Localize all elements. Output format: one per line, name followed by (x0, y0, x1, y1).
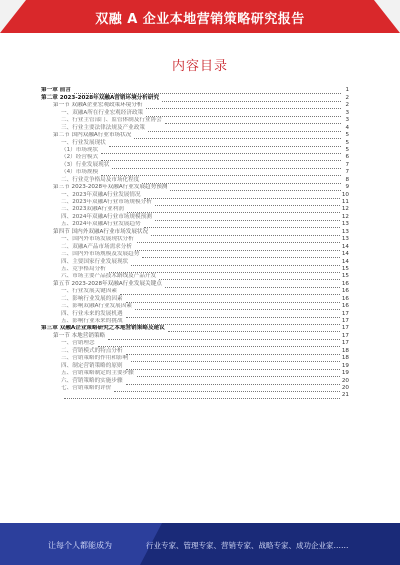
toc-leader-dots (98, 341, 340, 348)
toc-entry[interactable] (41, 280, 349, 287)
toc-entry-label: 二、行业主管部门、监管体制及行业协会 (61, 117, 162, 124)
toc-entry[interactable] (41, 303, 349, 310)
toc-entry[interactable] (41, 191, 349, 198)
toc-leader-dots (126, 311, 340, 318)
toc-leader-dots (109, 266, 340, 273)
toc-entry-page: 10 (341, 191, 349, 198)
toc-entry[interactable] (41, 117, 349, 124)
toc-leader-dots (144, 192, 340, 199)
toc-entry-page: 13 (341, 228, 349, 235)
toc-entry-label: 二、双融A产品市场需求分析 (61, 243, 132, 250)
toc-entry-page: 17 (341, 325, 349, 332)
toc-entry[interactable] (41, 392, 349, 399)
toc-entry-page: 9 (345, 184, 349, 191)
toc-leader-dots (137, 370, 340, 377)
toc-entry-label: 一、国内外市场发展现状分析 (61, 236, 134, 243)
toc-leader-dots (135, 304, 340, 311)
toc-entry-label: 三、营销策略的作用和影响 (61, 355, 129, 362)
toc-entry-page: 19 (341, 370, 349, 377)
toc-entry-page: 17 (341, 310, 349, 317)
toc-leader-dots (155, 199, 340, 206)
toc-leader-dots (126, 296, 340, 303)
toc-entry-label: （3）行业发展现状 (61, 161, 110, 168)
toc-entry[interactable] (41, 87, 349, 94)
toc-leader-dots (137, 237, 340, 244)
toc-entry-label: 二、影响行业发展的因素 (61, 295, 123, 302)
toc-entry-page: 5 (345, 139, 349, 146)
toc-leader-dots (165, 118, 341, 125)
toc-entry[interactable] (41, 288, 349, 295)
toc-entry-page: 4 (345, 124, 349, 131)
toc-entry-page: 12 (341, 206, 349, 213)
toc-entry[interactable] (41, 124, 349, 131)
toc-entry[interactable] (41, 385, 349, 392)
toc-leader-dots (127, 207, 340, 214)
toc-entry-page: 17 (341, 340, 349, 347)
toc-entry-page: 7 (345, 169, 349, 176)
toc-entry[interactable] (41, 139, 349, 146)
toc-entry-label: 第一节 双融A企业宏观政策环境分析 (53, 102, 143, 109)
toc-leader-dots (120, 289, 340, 296)
toc-entry-page: 6 (345, 154, 349, 161)
toc-entry-label: 第一节 本地营销策略 (53, 332, 106, 339)
toc-entry-label: 三、影响双融A行业发展因素 (61, 303, 132, 310)
toc-leader-dots (108, 333, 340, 340)
toc-entry[interactable] (41, 154, 349, 161)
toc-leader-dots (142, 177, 341, 184)
toc-entry[interactable] (41, 94, 349, 101)
toc-entry-page: 19 (341, 362, 349, 369)
toc-leader-dots (74, 88, 341, 95)
toc-entry-page: 8 (345, 176, 349, 183)
toc-entry-label: 二、行业竞争格局及市场化程度 (61, 176, 140, 183)
toc-entry-label: 二、2023年双融A行业市场规模分析 (61, 199, 152, 205)
toc-entry-label: 四、制定营销策略的原则 (61, 362, 123, 369)
toc-entry-page: 3 (345, 117, 349, 124)
toc-entry-label: 一、行业发展现状 (61, 139, 106, 146)
toc-heading: 内容目录 (171, 59, 228, 74)
toc-entry-label: 三、2023双融A行业利润 (61, 206, 124, 213)
toc-leader-dots (170, 185, 341, 192)
toc-entry-label: （4）市场规模 (61, 169, 99, 176)
toc-entry[interactable] (41, 258, 349, 265)
toc-entry-label: 五、营销策略制定的主要步骤 (61, 370, 134, 377)
toc-entry-page: 12 (341, 213, 349, 220)
toc-entry-label: 四、主要国家行业发展现状 (61, 258, 129, 265)
toc-entry[interactable] (41, 132, 349, 139)
footer-slogan-right: 行业专家、管理专家、营销专家、战略专家、成功企业家…… (146, 541, 349, 550)
toc-entry-page: 16 (341, 303, 349, 310)
toc-entry-page: 1 (345, 87, 349, 94)
toc-entry[interactable] (41, 362, 349, 369)
toc-entry-page: 21 (341, 392, 349, 399)
toc-entry-label: （2）经营模式 (61, 154, 99, 161)
toc-leader-dots (126, 318, 340, 325)
toc-entry[interactable] (41, 236, 349, 243)
header-banner (0, 0, 400, 33)
toc-entry-label: 第二章 2023-2028年双融A营销环境分析研究 (41, 94, 160, 101)
toc-entry-page: 18 (341, 355, 349, 362)
toc-entry[interactable] (41, 332, 349, 339)
toc-entry-page: 16 (341, 295, 349, 302)
toc-leader-dots (112, 162, 341, 169)
toc-entry[interactable] (41, 213, 349, 220)
toc-leader-dots (148, 125, 341, 132)
toc-leader-dots (101, 170, 341, 177)
toc-entry[interactable] (41, 199, 349, 206)
toc-leader-dots (146, 103, 341, 110)
toc-entry-page: 14 (341, 243, 349, 250)
toc-entry-label: 六、市场主要产品技术路线及产品开发 (61, 273, 157, 280)
toc-entry-label: 三、国内外市场规模及发展趋势 (61, 251, 140, 258)
toc-entry-page: 15 (341, 265, 349, 272)
toc-entry-page: 5 (345, 132, 349, 139)
toc-entry-page: 2 (345, 94, 349, 101)
toc-entry-label: 七、营销策略的评价 (61, 384, 112, 391)
toc-entry-label: 一、营销理念 (61, 340, 95, 347)
toc-leader-dots (142, 251, 340, 258)
toc-leader-dots (165, 281, 340, 288)
toc-entry-page: 17 (341, 332, 349, 339)
toc-entry-label: （1）市场现状 (61, 146, 99, 153)
toc-entry-label: 六、营销策略的实施步骤 (61, 377, 123, 384)
toc-entry-page: 13 (341, 221, 349, 228)
toc-entry[interactable] (41, 370, 349, 377)
toc-entry[interactable] (41, 325, 349, 332)
toc-leader-dots (135, 244, 340, 251)
toc-entry-label: 第四节 国内外双融A行业市场发展状况 (53, 228, 149, 235)
toc-entry-label: 第二节 国内双融A行业市场状况 (53, 132, 132, 139)
toc-entry[interactable] (41, 102, 349, 109)
toc-leader-dots (159, 274, 340, 281)
toc-entry-page: 17 (341, 318, 349, 324)
toc-entry[interactable] (41, 347, 349, 354)
toc-entry[interactable] (41, 221, 349, 228)
toc-entry[interactable] (41, 318, 349, 325)
table-of-contents (41, 87, 349, 399)
toc-entry[interactable] (41, 147, 349, 154)
toc-leader-dots (144, 222, 340, 229)
toc-entry-label: 第三节 2023-2028年双融A行业发展趋势预测 (53, 184, 168, 191)
toc-entry[interactable] (41, 355, 349, 362)
toc-leader-dots (146, 110, 341, 117)
toc-leader-dots (131, 259, 340, 266)
toc-entry-page: 3 (345, 109, 349, 116)
toc-entry[interactable] (41, 161, 349, 168)
toc-entry-label: 五、2024年双融A行业发展趋势 (61, 221, 141, 228)
toc-entry-label: 五、竞争格局分析 (61, 265, 106, 272)
toc-entry-page: 14 (341, 258, 349, 265)
toc-entry-label: 第五节 2023-2028年双融A行业发展关键点 (53, 280, 162, 287)
toc-leader-dots (101, 147, 341, 154)
toc-entry[interactable] (41, 295, 349, 302)
toc-entry-label: 三、行业主要法律法规及产业政策 (61, 124, 145, 131)
toc-leader-dots (151, 229, 340, 236)
toc-leader-dots (64, 393, 340, 400)
toc-entry-page: 20 (341, 384, 349, 391)
toc-entry[interactable] (41, 176, 349, 183)
toc-leader-dots (162, 95, 341, 102)
toc-leader-dots (134, 132, 341, 139)
toc-entry-page: 16 (341, 280, 349, 287)
toc-entry[interactable] (41, 251, 349, 258)
toc-entry-page: 7 (345, 161, 349, 168)
toc-entry-label: 一、行业发展关键因素 (61, 288, 117, 295)
toc-entry-label: 四、行业未来的发展机遇 (61, 310, 123, 317)
toc-entry-label: 一、双融A所在行业宏观经济政策 (61, 109, 144, 116)
report-title: 双融 A 企业本地营销策略研究报告 (95, 12, 305, 27)
toc-entry-label: 四、2024年双融A行业市场规模预测 (61, 213, 152, 220)
toc-entry-page: 5 (345, 146, 349, 153)
toc-entry[interactable] (41, 273, 349, 280)
toc-entry[interactable] (41, 243, 349, 250)
toc-entry-page: 20 (341, 377, 349, 384)
toc-entry[interactable] (41, 228, 349, 235)
toc-entry-label: 一、2023年双融A行业发展情况 (61, 191, 141, 198)
toc-entry[interactable] (41, 266, 349, 273)
toc-entry[interactable] (41, 169, 349, 176)
toc-leader-dots (101, 155, 341, 162)
toc-entry[interactable] (41, 340, 349, 347)
toc-leader-dots (109, 140, 341, 147)
toc-entry-label: 第三章 双融A企业策略研究之本地营销策略及建议 (41, 325, 165, 332)
toc-entry[interactable] (41, 206, 349, 213)
toc-entry[interactable] (41, 109, 349, 116)
toc-entry[interactable] (41, 184, 349, 191)
toc-entry[interactable] (41, 310, 349, 317)
toc-entry-page: 18 (341, 347, 349, 354)
toc-entry-label: 五、影响行业未来的挑战 (61, 318, 123, 324)
toc-entry-page: 11 (341, 199, 349, 205)
toc-leader-dots (126, 363, 340, 370)
toc-leader-dots (126, 348, 340, 355)
toc-entry-page: 2 (345, 102, 349, 109)
toc-entry-page: 13 (341, 236, 349, 243)
toc-leader-dots (126, 378, 340, 385)
toc-entry-label: 第一章 前言 (41, 87, 71, 94)
toc-entry[interactable] (41, 377, 349, 384)
toc-entry-page: 16 (341, 288, 349, 295)
toc-leader-dots (168, 326, 340, 333)
toc-entry-label: 二、营销模式的特点分析 (61, 347, 123, 354)
toc-leader-dots (155, 214, 340, 221)
toc-entry-page: 14 (341, 251, 349, 258)
toc-entry-page: 15 (341, 273, 349, 280)
footer-slogan-left: 让每个人都能成为 (48, 541, 112, 550)
toc-leader-dots (114, 385, 340, 392)
toc-leader-dots (131, 356, 340, 363)
